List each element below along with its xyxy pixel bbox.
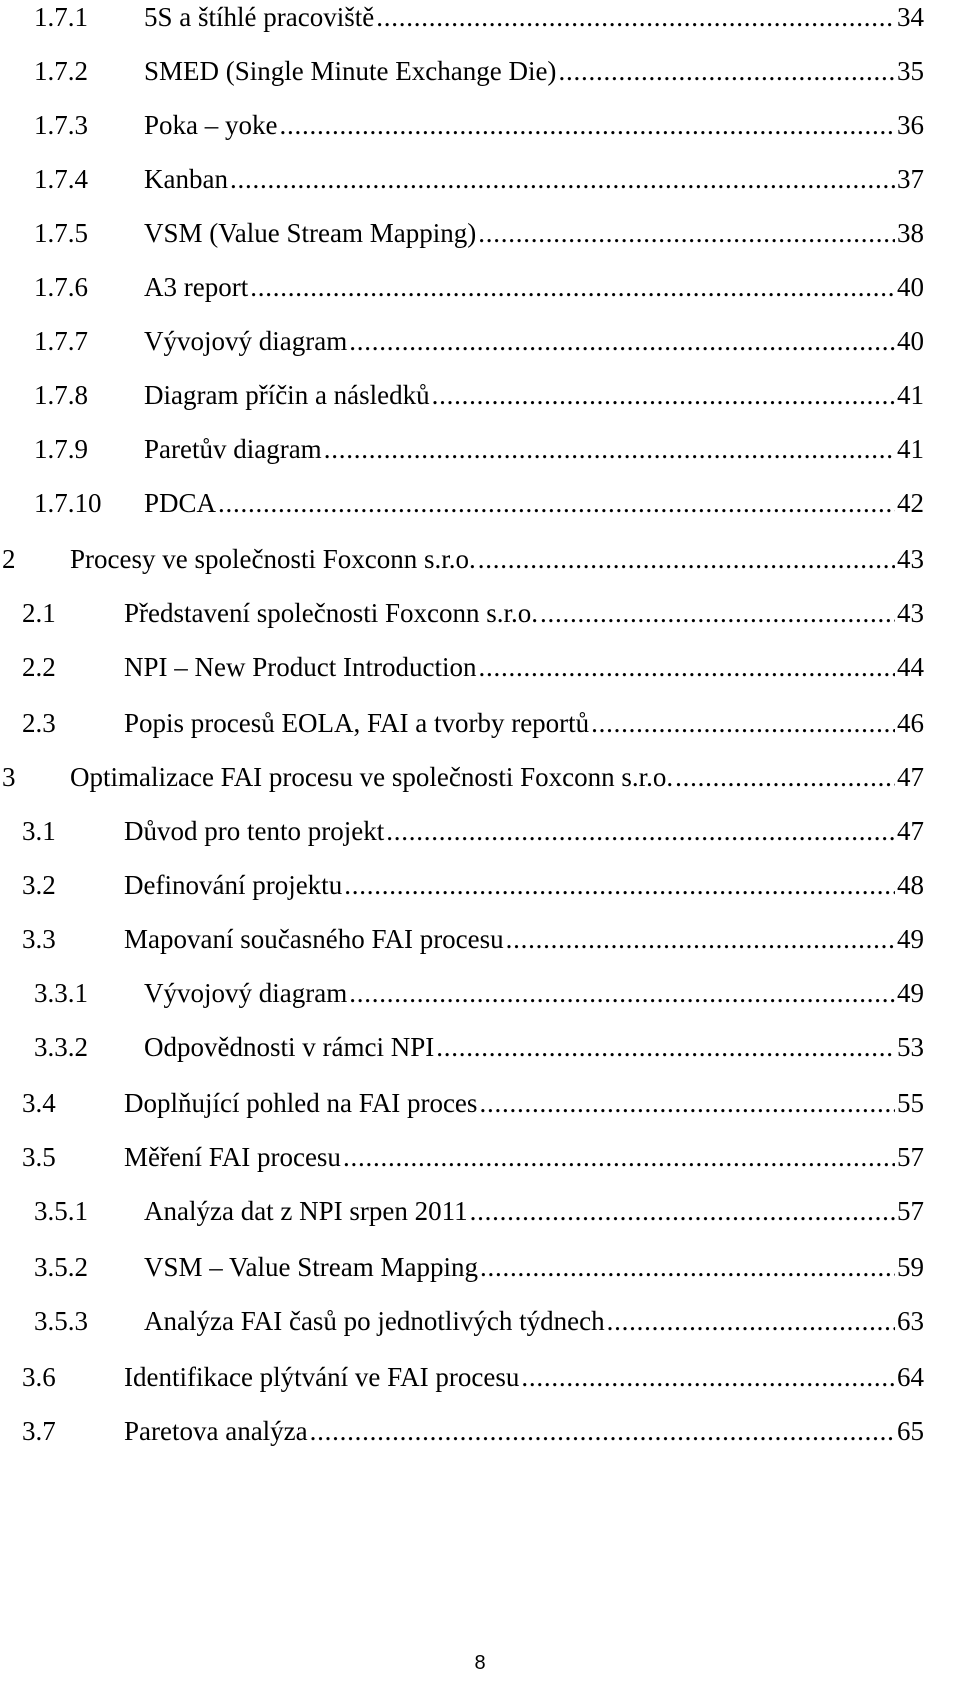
toc-entry-title: Mapovaní současného FAI procesu — [124, 924, 504, 954]
toc-entry-page: 36 — [897, 110, 924, 140]
toc-entry-number: 1.7.2 — [34, 56, 88, 86]
toc-entry-page: 47 — [897, 816, 924, 846]
toc-entry-title: Paretův diagram — [144, 434, 322, 464]
toc-entry-number: 1.7.5 — [34, 218, 88, 248]
toc-entry-number: 1.7.4 — [34, 164, 88, 194]
toc-entry-title: Vývojový diagram — [144, 978, 348, 1008]
toc-entry-number: 3.3.1 — [34, 978, 88, 1008]
toc-entry-title: Identifikace plýtvání ve FAI procesu — [124, 1362, 520, 1392]
toc-entry-title: Poka – yoke — [144, 110, 278, 140]
dot-leader — [310, 1418, 895, 1445]
toc-entry-number: 3.5.1 — [34, 1196, 88, 1226]
toc-entry-title: NPI – New Product Introduction — [124, 652, 477, 682]
toc-entry-page: 41 — [897, 380, 924, 410]
dot-leader — [279, 112, 895, 139]
toc-entry-page: 34 — [897, 2, 924, 32]
toc-entry-page: 53 — [897, 1032, 924, 1062]
toc-entry-page: 42 — [897, 488, 924, 518]
toc-entry-title: A3 report — [144, 272, 249, 302]
toc-entry-number: 2.3 — [22, 708, 56, 738]
toc-entry-title: 5S a štíhlé pracoviště — [144, 2, 375, 32]
toc-entry-page: 46 — [897, 708, 924, 738]
dot-leader — [349, 328, 895, 355]
toc-entry-title: Analýza FAI časů po jednotlivých týdnech — [144, 1306, 605, 1336]
toc-entry-number: 1.7.6 — [34, 272, 88, 302]
toc-entry-title: Představení společnosti Foxconn s.r.o. — [124, 598, 538, 628]
toc-entry-number: 3.6 — [22, 1362, 56, 1392]
toc-entry-title: Paretova analýza — [124, 1416, 308, 1446]
toc-entry-number: 1.7.3 — [34, 110, 88, 140]
toc-entry-number: 3 — [2, 762, 16, 792]
dot-leader — [344, 872, 895, 899]
toc-entry-title: Měření FAI procesu — [124, 1142, 341, 1172]
toc-entry-page: 44 — [897, 652, 924, 682]
dot-leader — [343, 1144, 895, 1171]
toc-entry-number: 1.7.9 — [34, 434, 88, 464]
toc-entry-number: 3.4 — [22, 1088, 56, 1118]
toc-entry-number: 3.5.2 — [34, 1252, 88, 1282]
toc-entry-page: 55 — [897, 1088, 924, 1118]
toc-entry-number: 1.7.1 — [34, 2, 88, 32]
toc-entry-number: 3.3 — [22, 924, 56, 954]
toc-entry-number: 3.1 — [22, 816, 56, 846]
toc-entry-number: 2 — [2, 544, 16, 574]
dot-leader — [470, 1198, 895, 1225]
toc-entry-page: 40 — [897, 272, 924, 302]
toc-entry-title: Vývojový diagram — [144, 326, 348, 356]
dot-leader — [432, 382, 895, 409]
toc-entry-number: 2.2 — [22, 652, 56, 682]
toc-entry-title: Doplňující pohled na FAI proces — [124, 1088, 478, 1118]
toc-entry-page: 35 — [897, 56, 924, 86]
toc-entry-page: 64 — [897, 1362, 924, 1392]
dot-leader — [591, 710, 895, 737]
toc-entry-page: 38 — [897, 218, 924, 248]
toc-entry-number: 3.2 — [22, 870, 56, 900]
toc-entry-page: 43 — [897, 544, 924, 574]
toc-entry-page: 41 — [897, 434, 924, 464]
dot-leader — [324, 436, 895, 463]
toc-entry-title: Popis procesů EOLA, FAI a tvorby reportů — [124, 708, 590, 738]
toc-entry-title: Analýza dat z NPI srpen 2011 — [144, 1196, 468, 1226]
dot-leader — [506, 926, 895, 953]
toc-entry-title: SMED (Single Minute Exchange Die) — [144, 56, 557, 86]
toc-entry-title: Kanban — [144, 164, 228, 194]
toc-entry-title: Důvod pro tento projekt — [124, 816, 385, 846]
page-number: 8 — [474, 1652, 486, 1674]
dot-leader — [675, 764, 895, 791]
toc-entry-page: 47 — [897, 762, 924, 792]
toc-entry-number: 3.3.2 — [34, 1032, 88, 1062]
toc-entry-title: VSM (Value Stream Mapping) — [144, 218, 477, 248]
toc-entry-title: Optimalizace FAI procesu ve společnosti Foxconn s.r.o. — [70, 762, 674, 792]
dot-leader — [218, 490, 895, 517]
toc-entry-page: 59 — [897, 1252, 924, 1282]
toc-entry-page: 40 — [897, 326, 924, 356]
toc-entry-page: 57 — [897, 1196, 924, 1226]
dot-leader — [607, 1308, 895, 1335]
dot-leader — [478, 220, 895, 247]
toc-entry-page: 65 — [897, 1416, 924, 1446]
dot-leader — [250, 274, 895, 301]
toc-entry-number: 2.1 — [22, 598, 56, 628]
dot-leader — [558, 58, 895, 85]
toc-entry-page: 57 — [897, 1142, 924, 1172]
toc-entry-title: PDCA — [144, 488, 217, 518]
dot-leader — [540, 600, 895, 627]
dot-leader — [480, 1254, 895, 1281]
toc-entry-number: 3.5 — [22, 1142, 56, 1172]
toc-entry-number: 1.7.8 — [34, 380, 88, 410]
toc-entry-page: 43 — [897, 598, 924, 628]
dot-leader — [376, 4, 895, 31]
toc-entry-page: 37 — [897, 164, 924, 194]
toc-entry-title: Procesy ve společnosti Foxconn s.r.o. — [70, 544, 476, 574]
toc-entry-number: 3.7 — [22, 1416, 56, 1446]
dot-leader — [386, 818, 895, 845]
toc-entry-title: Odpovědnosti v rámci NPI — [144, 1032, 435, 1062]
dot-leader — [436, 1034, 895, 1061]
dot-leader — [478, 546, 895, 573]
dot-leader — [479, 1090, 895, 1117]
toc-entry-title: Diagram příčin a následků — [144, 380, 430, 410]
dot-leader — [478, 654, 895, 681]
toc-entry-number: 1.7.10 — [34, 488, 102, 518]
toc-entry-page: 49 — [897, 924, 924, 954]
toc-entry-number: 1.7.7 — [34, 326, 88, 356]
toc-entry-page: 48 — [897, 870, 924, 900]
dot-leader — [349, 980, 895, 1007]
toc-entry-number: 3.5.3 — [34, 1306, 88, 1336]
dot-leader — [230, 166, 895, 193]
toc-entry-page: 63 — [897, 1306, 924, 1336]
toc-entry-title: VSM – Value Stream Mapping — [144, 1252, 478, 1282]
toc-entry-page: 49 — [897, 978, 924, 1008]
toc-entry-title: Definování projektu — [124, 870, 343, 900]
dot-leader — [521, 1364, 895, 1391]
